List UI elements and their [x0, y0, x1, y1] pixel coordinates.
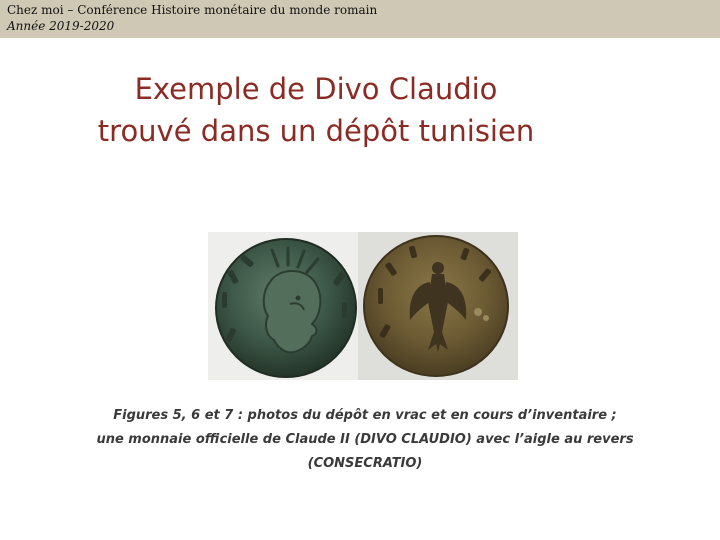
- header-bar: [0, 0, 720, 38]
- coin-obverse-radiate-head-icon: [208, 232, 358, 380]
- figure-caption: [40, 404, 690, 476]
- coin-reverse-photo: [358, 232, 518, 380]
- slide-title: [0, 68, 632, 152]
- slide-title-line1: Exemple de Divo Claudio: [134, 72, 498, 106]
- coin-reverse-eagle-icon: [358, 232, 518, 380]
- caption-line1: Figures 5, 6 et 7 : photos du dépôt en vrac et en cours d’inventaire ;: [113, 408, 617, 423]
- coin-photo: [208, 232, 518, 380]
- caption-line2: une monnaie officielle de Claude II (DIVO CLAUDIO) avec l’aigle au revers (CONSECRATIO): [96, 432, 634, 471]
- header-year: Année 2019-2020: [7, 19, 115, 33]
- header-course-title: Chez moi – Conférence Histoire monétaire du monde romain: [7, 3, 378, 17]
- slide-title-line2: trouvé dans un dépôt tunisien: [97, 114, 535, 148]
- coin-obverse-photo: [208, 232, 358, 380]
